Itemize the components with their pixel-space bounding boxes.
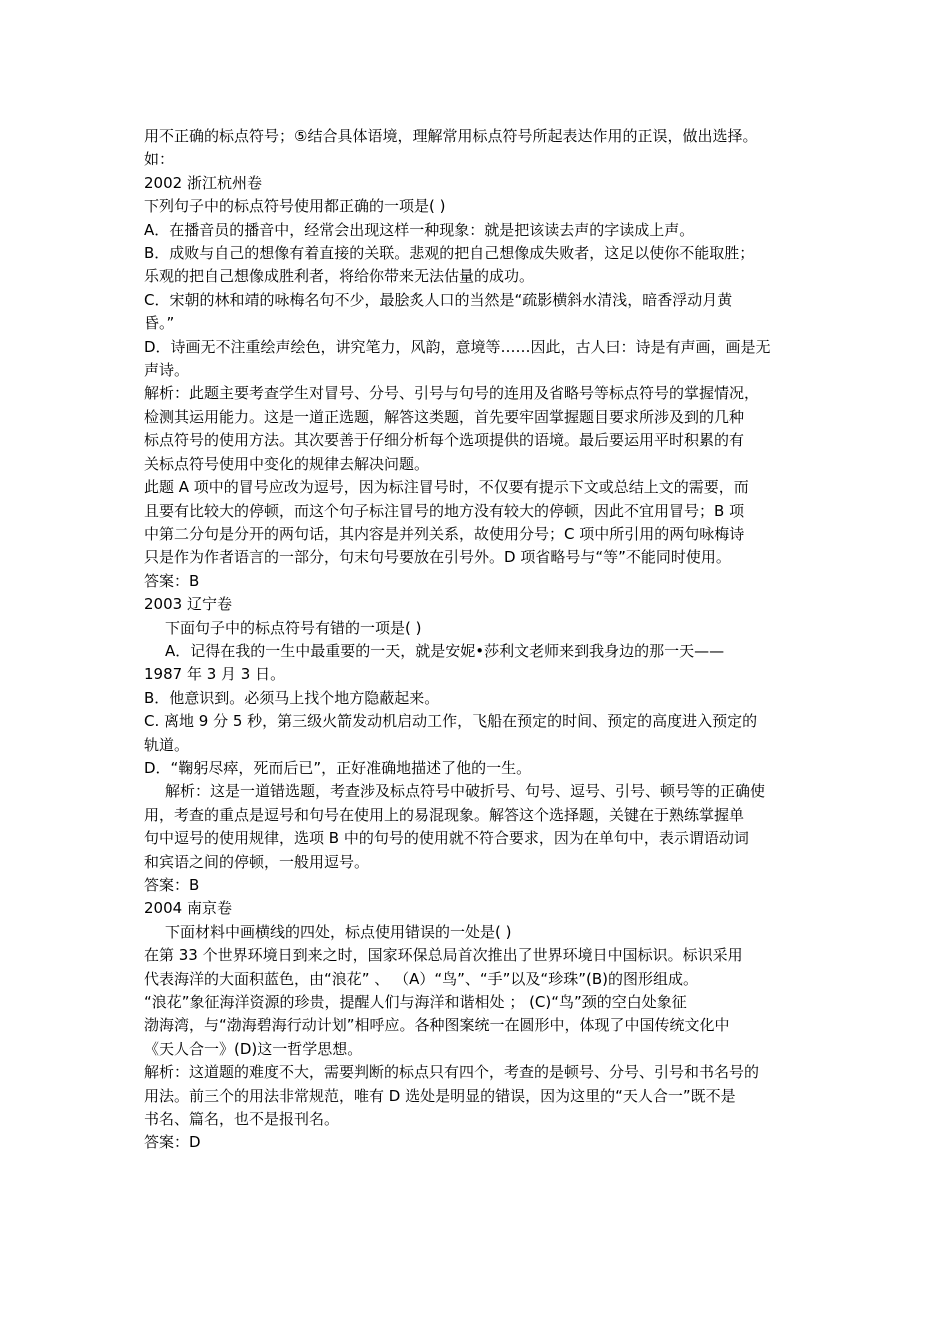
text-line: 用不正确的标点符号；⑤结合具体语境，理解常用标点符号所起表达作用的正误，做出选择。 (144, 127, 758, 145)
analysis-text: 解析：此题主要考查学生对冒号、分号、引号与句号的连用及省略号等标点符号的掌握情况， (144, 384, 760, 403)
question-stem: 下面句子中的标点符号有错的一项是( ) (165, 618, 422, 637)
option-c: C. 离地 9 分 5 秒，第三级火箭发动机启动工作，飞船在预定的时间、预定的高度进入预定的 (144, 712, 758, 731)
text-line: 且要有比较大的停顿，而这个句子标注冒号的地方没有较大的停顿，因此不宜用冒号；B 项 (144, 501, 745, 520)
text-line: 乐观的把自己想像成胜利者，将给你带来无法估量的成功。 (144, 267, 535, 286)
question-stem: 下列句子中的标点符号使用都正确的一项是( ) (144, 197, 446, 216)
text-line: 用法。前三个的用法非常规范，唯有 D 选处是明显的错误，因为这里的“天人合一”既不是 (144, 1086, 736, 1105)
analysis-text: 此题 A 项中的冒号应改为逗号，因为标注冒号时，不仅要有提示下文或总结上文的需要，而 (144, 478, 749, 497)
text-line: 轨道。 (144, 735, 190, 754)
text-line: 中第二分句是分开的两句话，其内容是并列关系，故使用分号；C 项中所引用的两句咏梅诗 (144, 524, 745, 543)
text-line: 标点符号的使用方法。其次要善于仔细分析每个选项提供的语境。最后要运用平时积累的有 (144, 431, 745, 450)
document-body (144, 125, 814, 1155)
option-b: B．他意识到。必须马上找个地方隐蔽起来。 (144, 688, 440, 707)
text-line: 用，考查的重点是逗号和句号在使用上的易混现象。解答这个选择题，关键在于熟练掌握单 (144, 805, 745, 824)
option-d: D．“鞠躬尽瘁，死而后已”，正好准确地描述了他的一生。 (144, 758, 532, 777)
text-line: 句中逗号的使用规律，选项 B 中的句号的使用就不符合要求，因为在单句中，表示谓语动词 (144, 829, 749, 848)
text-line: 只是作为作者语言的一部分，句末句号要放在引号外。D 项省略号与“等”不能同时使用。 (144, 548, 731, 567)
text-line: 如： (144, 150, 175, 169)
analysis-text: 解析：这道题的难度不大，需要判断的标点只有四个，考查的是顿号、分号、引号和书名号的 (144, 1063, 760, 1082)
text-line: 和宾语之间的停顿，一般用逗号。 (144, 852, 370, 871)
analysis-text: 解析：这是一道错选题，考查涉及标点符号中破折号、句号、逗号、引号、顿号等的正确使 (165, 782, 766, 801)
text-line: “浪花”象征海洋资源的珍贵，提醒人们与海洋和谐相处 ； (C)“鸟”颈的空白处象征 (144, 993, 687, 1012)
text-line: 书名、篇名，也不是报刊名。 (144, 1110, 340, 1129)
section-heading: 2004 南京卷 (144, 899, 232, 918)
section-heading: 2003 辽宁卷 (144, 595, 232, 614)
answer: 答案：B (144, 571, 200, 590)
option-c: C．宋朝的林和靖的咏梅名句不少，最脍炙人口的当然是“疏影横斜水清浅，暗香浮动月黄 (144, 290, 733, 309)
text-line: 关标点符号使用中变化的规律去解决问题。 (144, 454, 430, 473)
option-a: A．记得在我的一生中最重要的一天，就是安妮•莎利文老师来到我身边的那一天—— (165, 641, 725, 660)
section-heading: 2002 浙江杭州卷 (144, 173, 262, 192)
text-line: 1987 年 3 月 3 日。 (144, 665, 286, 684)
text-line: 渤海湾，与“渤海碧海行动计划”相呼应。各种图案统一在圆形中，体现了中国传统文化中 (144, 1016, 730, 1035)
option-b: B．成败与自己的想像有着直接的关联。悲观的把自己想像成失败者，这足以使你不能取胜； (144, 244, 755, 263)
answer: 答案：B (144, 876, 200, 894)
option-a: A．在播音员的播音中，经常会出现这样一种现象：就是把该读去声的字读成上声。 (144, 220, 695, 239)
text-line: 昏。” (144, 314, 175, 333)
text-line: 代表海洋的大面积蓝色，由“浪花” 、 （A）“鸟”、“手”以及“珍珠”(B)的图形组成。 (144, 969, 698, 988)
text-line: 《天人合一》(D)这一哲学思想。 (144, 1039, 363, 1058)
material-text: 在第 33 个世界环境日到来之时，国家环保总局首次推出了世界环境日中国标识。标识采用 (144, 946, 743, 965)
question-stem: 下面材料中画横线的四处，标点使用错误的一处是( ) (165, 922, 512, 941)
text-line: 声诗。 (144, 361, 190, 380)
answer: 答案：D (144, 1133, 201, 1152)
option-d: D．诗画无不注重绘声绘色，讲究笔力，风韵，意境等……因此，古人曰：诗是有声画，画是无 (144, 337, 771, 356)
text-line: 检测其运用能力。这是一道正选题，解答这类题，首先要牢固掌握题目要求所涉及到的几种 (144, 407, 745, 426)
